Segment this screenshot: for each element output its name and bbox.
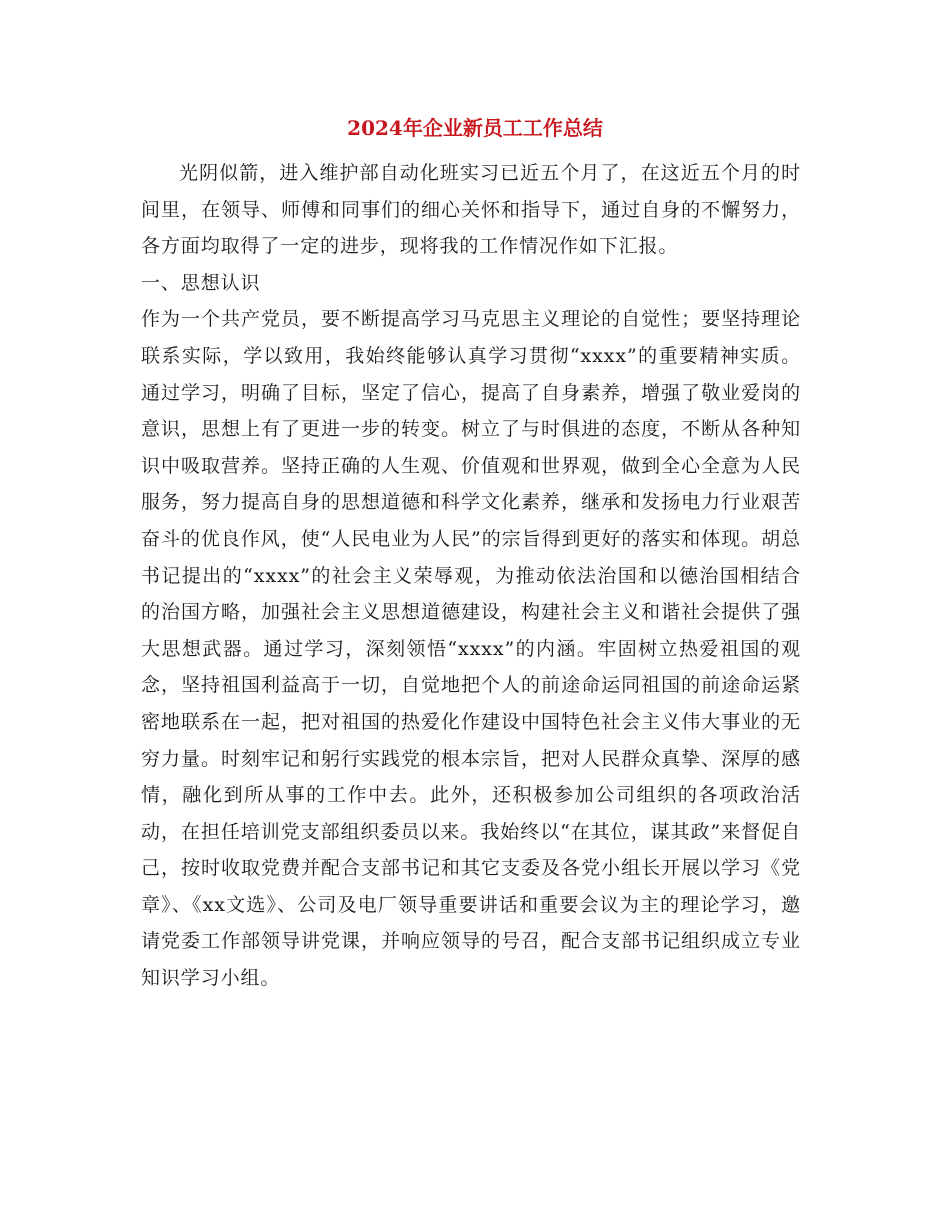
- intro-paragraph: 光阴似箭，进入维护部自动化班实习已近五个月了，在这近五个月的时间里，在领导、师傅和同事们的细心关怀和指导下，通过自身的不懈努力，各方面均取得了一定的进步，现将我的工作情况作如下汇报。: [141, 162, 801, 258]
- section-paragraph: 作为一个共产党员，要不断提高学习马克思主义理论的自觉性；要坚持理论联系实际，学以致用，我始终能够认真学习贯彻“xxxx”的重要精神实质。通过学习，明确了目标，坚定了信心，提高了自身素养，增强了敬业爱岗的意识，思想上有了更进一步的转变。树立了与时俱进的态度，不断从各种知识中吸取营养。坚持正确的人生观、价值观和世界观，做到全心全意为人民服务，努力提高自身的思想道德和科学文化素养，继承和发扬电力行业艰苦奋斗的优良作风，使“人民电业为人民”的宗旨得到更好的落实和体现。胡总书记提出的“xxxx”的社会主义荣辱观，为推动依法治国和以德治国相结合的治国方略，加强社会主义思想道德建设，构建社会主义和谐社会提供了强大思想武器。通过学习，深刻领悟“xxxx”的内涵。牢固树立热爱祖国的观念，坚持祖国利益高于一切，自觉地把个人的前途命运同祖国的前途命运紧密地联系在一起，把对祖国的热爱化作建设中国特色社会主义伟大事业的无穷力量。时刻牢记和躬行实践党的根本宗旨，把对人民群众真挚、深厚的感情，融化到所从事的工作中去。此外，还积极参加公司组织的各项政治活动，在担任培训党支部组织委员以来。我始终以“在其位，谋其政”来督促自己，按时收取党费并配合支部书记和其它支委及各党小组长开展以学习《党章》、《xx文选》、公司及电厂领导重要讲话和重要会议为主的理论学习，邀请党委工作部领导讲党课，并响应领导的号召，配合支部书记组织成立专业知识学习小组。: [141, 308, 801, 990]
- document-body: [141, 155, 801, 997]
- document-title: 2024年企业新员工工作总结: [347, 116, 603, 140]
- section-heading: 一、思想认识: [141, 271, 261, 294]
